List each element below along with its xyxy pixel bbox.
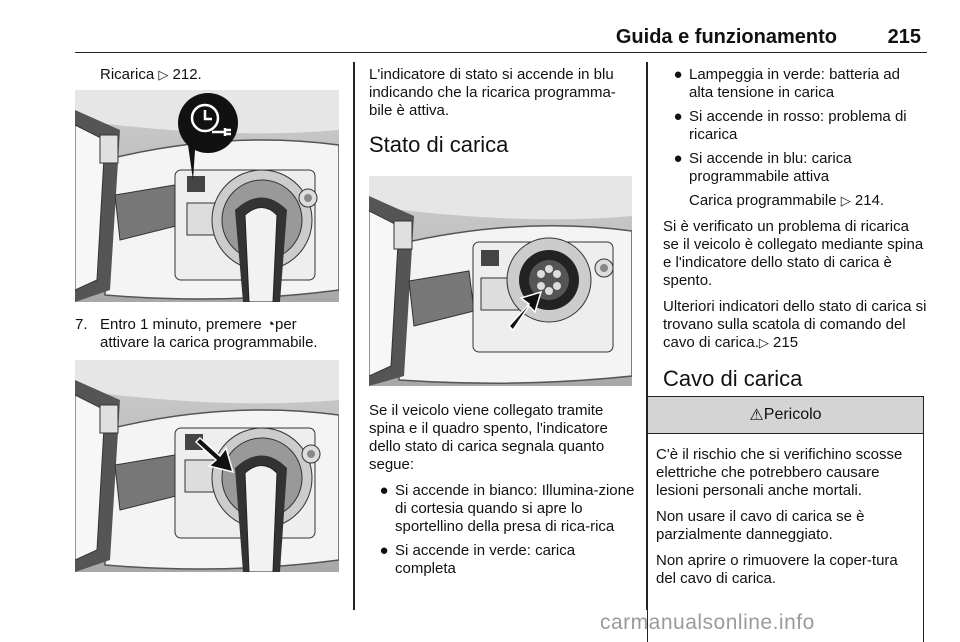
- column-2-lower: [369, 402, 639, 584]
- danger-title: Pericolo: [763, 406, 822, 423]
- list-item: ● Si accende in verde: carica completa: [379, 542, 576, 577]
- charging-port-image-2: [75, 360, 339, 572]
- section-title-cavo-di-carica: Cavo di carica: [663, 366, 803, 391]
- body-paragraph: Se il veicolo viene collegato tramite spina e il quadro spento, l'indicatore dello stato di carica segnala quanto segue:: [369, 402, 608, 473]
- list-item: ● Si accende in blu: carica programmabile attiva: [673, 150, 852, 185]
- charging-port-image-1: [75, 90, 339, 302]
- problem-paragraph: Si è verificato un problema di ricarica se il veicolo è collegato mediante spina e l'indicatore dello stato di carica è spento.: [663, 218, 924, 289]
- list-item: ● Lampeggia in verde: batteria ad alta tensione in carica: [673, 66, 900, 101]
- ref-arrow-icon: ▷: [758, 335, 769, 350]
- danger-warning-box: [647, 396, 924, 642]
- column-divider-1: [353, 62, 355, 610]
- step-text: Entro 1 minuto, premere ◔per attivare la carica programmabile.: [100, 316, 318, 351]
- column-2: [369, 66, 634, 174]
- section-title-stato-di-carica: Stato di carica: [369, 132, 509, 157]
- page-header: [75, 24, 927, 53]
- column-1: [75, 66, 340, 92]
- status-list-1: [369, 482, 639, 578]
- status-list-2: [663, 66, 927, 186]
- danger-body: C'è il rischio che si verifichino scosse elettriche che potrebbero causare lesioni personali anche mortali. Non usare il cavo di carica se è parzialmente danneggiato. Non aprire o rimuovere la coper-tura del cavo di carica.: [656, 446, 903, 587]
- ref-arrow-icon: ▷: [158, 67, 169, 82]
- timer-button-icon: ◔: [265, 316, 275, 333]
- page-number: 215: [887, 26, 921, 48]
- warning-triangle-icon: ⚠: [749, 407, 764, 424]
- danger-header: [648, 397, 923, 434]
- cross-reference: Ricarica ▷ 212.: [100, 66, 202, 83]
- charging-socket-image: [369, 176, 632, 386]
- charging-port-illustration-arrow: [75, 360, 339, 572]
- page-title: Guida e funzionamento: [615, 26, 837, 48]
- ref-arrow-icon: ▷: [840, 193, 851, 208]
- intro-paragraph: L'indicatore di stato si accende in blu indicando che la ricarica programma-bile è attiva.: [369, 66, 616, 119]
- list-item: ● Si accende in rosso: problema di ricarica: [673, 108, 907, 143]
- list-item: ● Si accende in bianco: Illumina-zione di cortesia quando si apre lo sportellino della presa di rica-rica: [379, 482, 635, 535]
- charging-socket-illustration: [369, 176, 632, 386]
- step-7: [75, 316, 340, 352]
- cross-reference-programmable: Carica programmabile ▷ 214.: [689, 192, 885, 209]
- further-indicators-paragraph: Ulteriori indicatori dello stato di carica si trovano sulla scatola di comando del cavo di carica.▷ 215: [663, 298, 927, 351]
- step-number: 7.: [75, 316, 88, 333]
- charging-port-illustration: [75, 90, 339, 302]
- column-3: [663, 66, 927, 408]
- watermark: carmanualsonline.info: [600, 611, 815, 634]
